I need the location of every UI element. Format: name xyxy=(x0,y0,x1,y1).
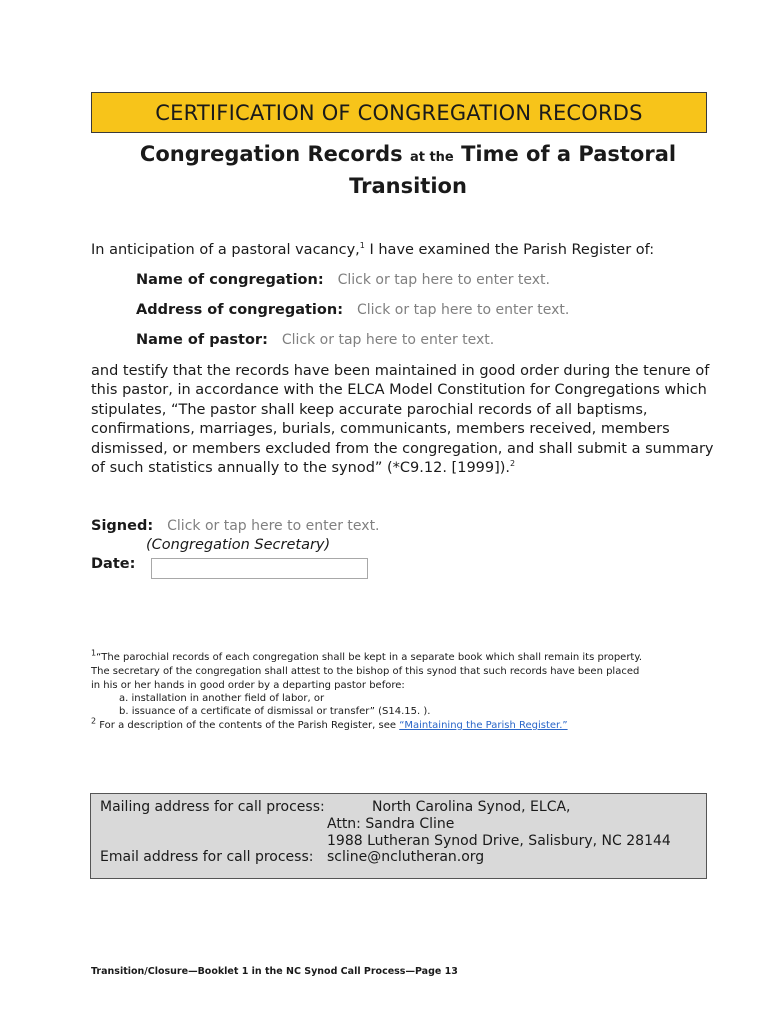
signed-label: Signed: xyxy=(91,518,154,534)
intro-sentence xyxy=(91,242,654,258)
congregation-name-row xyxy=(136,272,550,288)
congregation-address-label: Address of congregation: xyxy=(136,302,343,318)
footnote-1-line-2: The secretary of the congregation shall attest to the bishop of this synod that such records have been placed xyxy=(91,666,640,677)
intro-text-before: In anticipation of a pastoral vacancy, xyxy=(91,242,360,258)
email-address-label: Email address for call process: xyxy=(100,849,314,865)
testimony-paragraph xyxy=(91,362,731,478)
pastor-name-row xyxy=(136,332,494,348)
footnote-2-marker: 2 xyxy=(91,716,97,726)
document-subtitle xyxy=(91,140,725,201)
secretary-role-note: (Congregation Secretary) xyxy=(146,537,331,553)
footnote-1-marker: 1 xyxy=(91,648,97,658)
footnote-2-text: For a description of the contents of the Parish Register, see xyxy=(96,720,400,731)
mailing-address-line-3: 1988 Lutheran Synod Drive, Salisbury, NC 28144 xyxy=(327,833,671,849)
subtitle-small: at the xyxy=(409,150,454,165)
date-field[interactable] xyxy=(151,558,368,579)
intro-footnote-ref: 1 xyxy=(359,241,365,251)
document-title xyxy=(91,92,707,133)
intro-text-after: I have examined the Parish Register of: xyxy=(364,242,655,258)
signed-field[interactable]: Click or tap here to enter text. xyxy=(167,518,380,534)
page-footer: Transition/Closure—Booklet 1 in the NC Synod Call Process—Page 13 xyxy=(91,966,458,977)
congregation-name-label: Name of congregation: xyxy=(136,272,324,288)
footnote-1-item-a: a. installation in another field of labor, or xyxy=(119,693,325,704)
mailing-address-label: Mailing address for call process: xyxy=(100,799,325,815)
mailing-address-line-2: Attn: Sandra Cline xyxy=(327,816,455,832)
congregation-name-field[interactable]: Click or tap here to enter text. xyxy=(337,272,550,288)
testimony-footnote-ref: 2 xyxy=(510,459,516,469)
subtitle-part2: Time of a Pastoral Transition xyxy=(349,142,677,198)
footnote-1-line-1 xyxy=(91,648,643,665)
signed-row xyxy=(91,518,380,534)
subtitle-part1: Congregation Records xyxy=(139,142,403,166)
pastor-name-label: Name of pastor: xyxy=(136,332,268,348)
document-title-text: CERTIFICATION OF CONGREGATION RECORDS xyxy=(155,100,643,125)
footnote-1-line-3: in his or her hands in good order by a departing pastor before: xyxy=(91,680,405,691)
pastor-name-field[interactable]: Click or tap here to enter text. xyxy=(281,332,495,348)
mailing-address-line-1: North Carolina Synod, ELCA, xyxy=(372,799,571,815)
footnote-1-item-b: b. issuance of a certificate of dismissal or transfer” (S14.15. ). xyxy=(119,706,431,717)
date-label: Date: xyxy=(91,556,136,572)
parish-register-link[interactable]: “Maintaining the Parish Register.” xyxy=(399,720,568,731)
testimony-text: and testify that the records have been maintained in good order during the tenure of this pastor, in accordance with the ELCA Model Constitution for Congregations which stipulates, “The pastor shall keep accurate parochial records of all baptisms, confirmations, marriages, burials, communicants, members received, members dismissed, or members excluded from the congregation, and shall submit a summary of such statistics annually to the synod” (*C9.12. [1999]). xyxy=(91,363,714,477)
congregation-address-row xyxy=(136,302,569,318)
call-process-address-box xyxy=(90,793,707,879)
footnote-2 xyxy=(91,716,568,733)
footnote-1-text-1: “The parochial records of each congregation shall be kept in a separate book which shall remain its property. xyxy=(96,652,643,663)
congregation-address-field[interactable]: Click or tap here to enter text. xyxy=(357,302,570,318)
email-address-value: scline@nclutheran.org xyxy=(327,849,485,865)
